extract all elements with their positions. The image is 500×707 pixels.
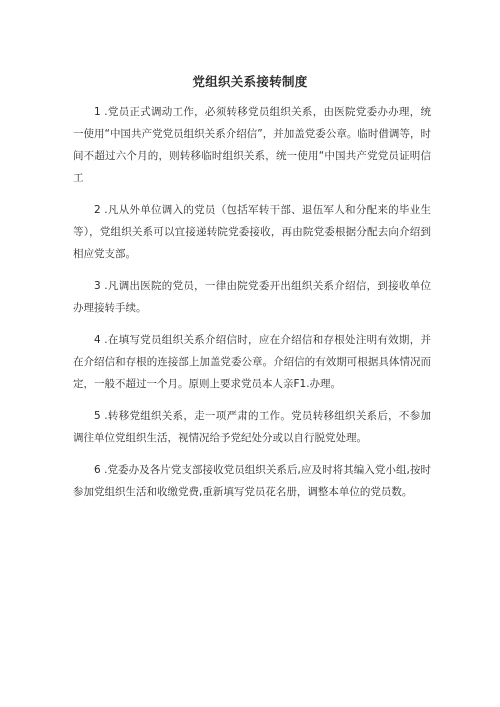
document-title: 党组织关系接转制度 bbox=[192, 74, 308, 89]
paragraph-5: 5 .转移党组织关系，走一项严肃的工作。党员转移组织关系后，不参加调往单位党组织生活，视情况给予党纪处分或以自行脱党处理。 bbox=[73, 410, 431, 444]
paragraph-4: 4 .在填写党员组织关系介绍信时，应在介绍信和存根处注明有效期，并在介绍信和存根的连接部上加盖党委公章。介绍信的有效期可根据具体情况而定，一般不超过一个月。原则上要求党员本人亲F1.办理。 bbox=[73, 334, 431, 390]
paragraph-1: 1 .党员正式调动工作，必须转移党员组织关系，由医院党委办办理，统一使用“中国共产党党员组织关系介绍信”，并加盖党委公章。临时借调等，时间不超过六个月的，则转移临时组织关系，统一使用“中国共产党党员证明信工 bbox=[73, 106, 431, 184]
paragraph-2: 2 .凡从外单位调入的党员（包括军转干部、退伍军人和分配来的毕业生等），党组织关系可以宜接递转院党委接收，再由院党委根据分配去向介绍到相应党支部。 bbox=[73, 204, 431, 260]
paragraph-6: 6 .党委办及各片党支部接收党员组织关系后,应及时将其编入党小组,按时参加党组织生活和收缴党费,重新填写党员花名册，调整本单位的党员数。 bbox=[73, 464, 431, 498]
paragraph-3: 3 .凡调出医院的党员，一律由院党委开出组织关系介绍信，到接收单位办理接转手续。 bbox=[73, 280, 431, 314]
document-body bbox=[73, 101, 431, 513]
